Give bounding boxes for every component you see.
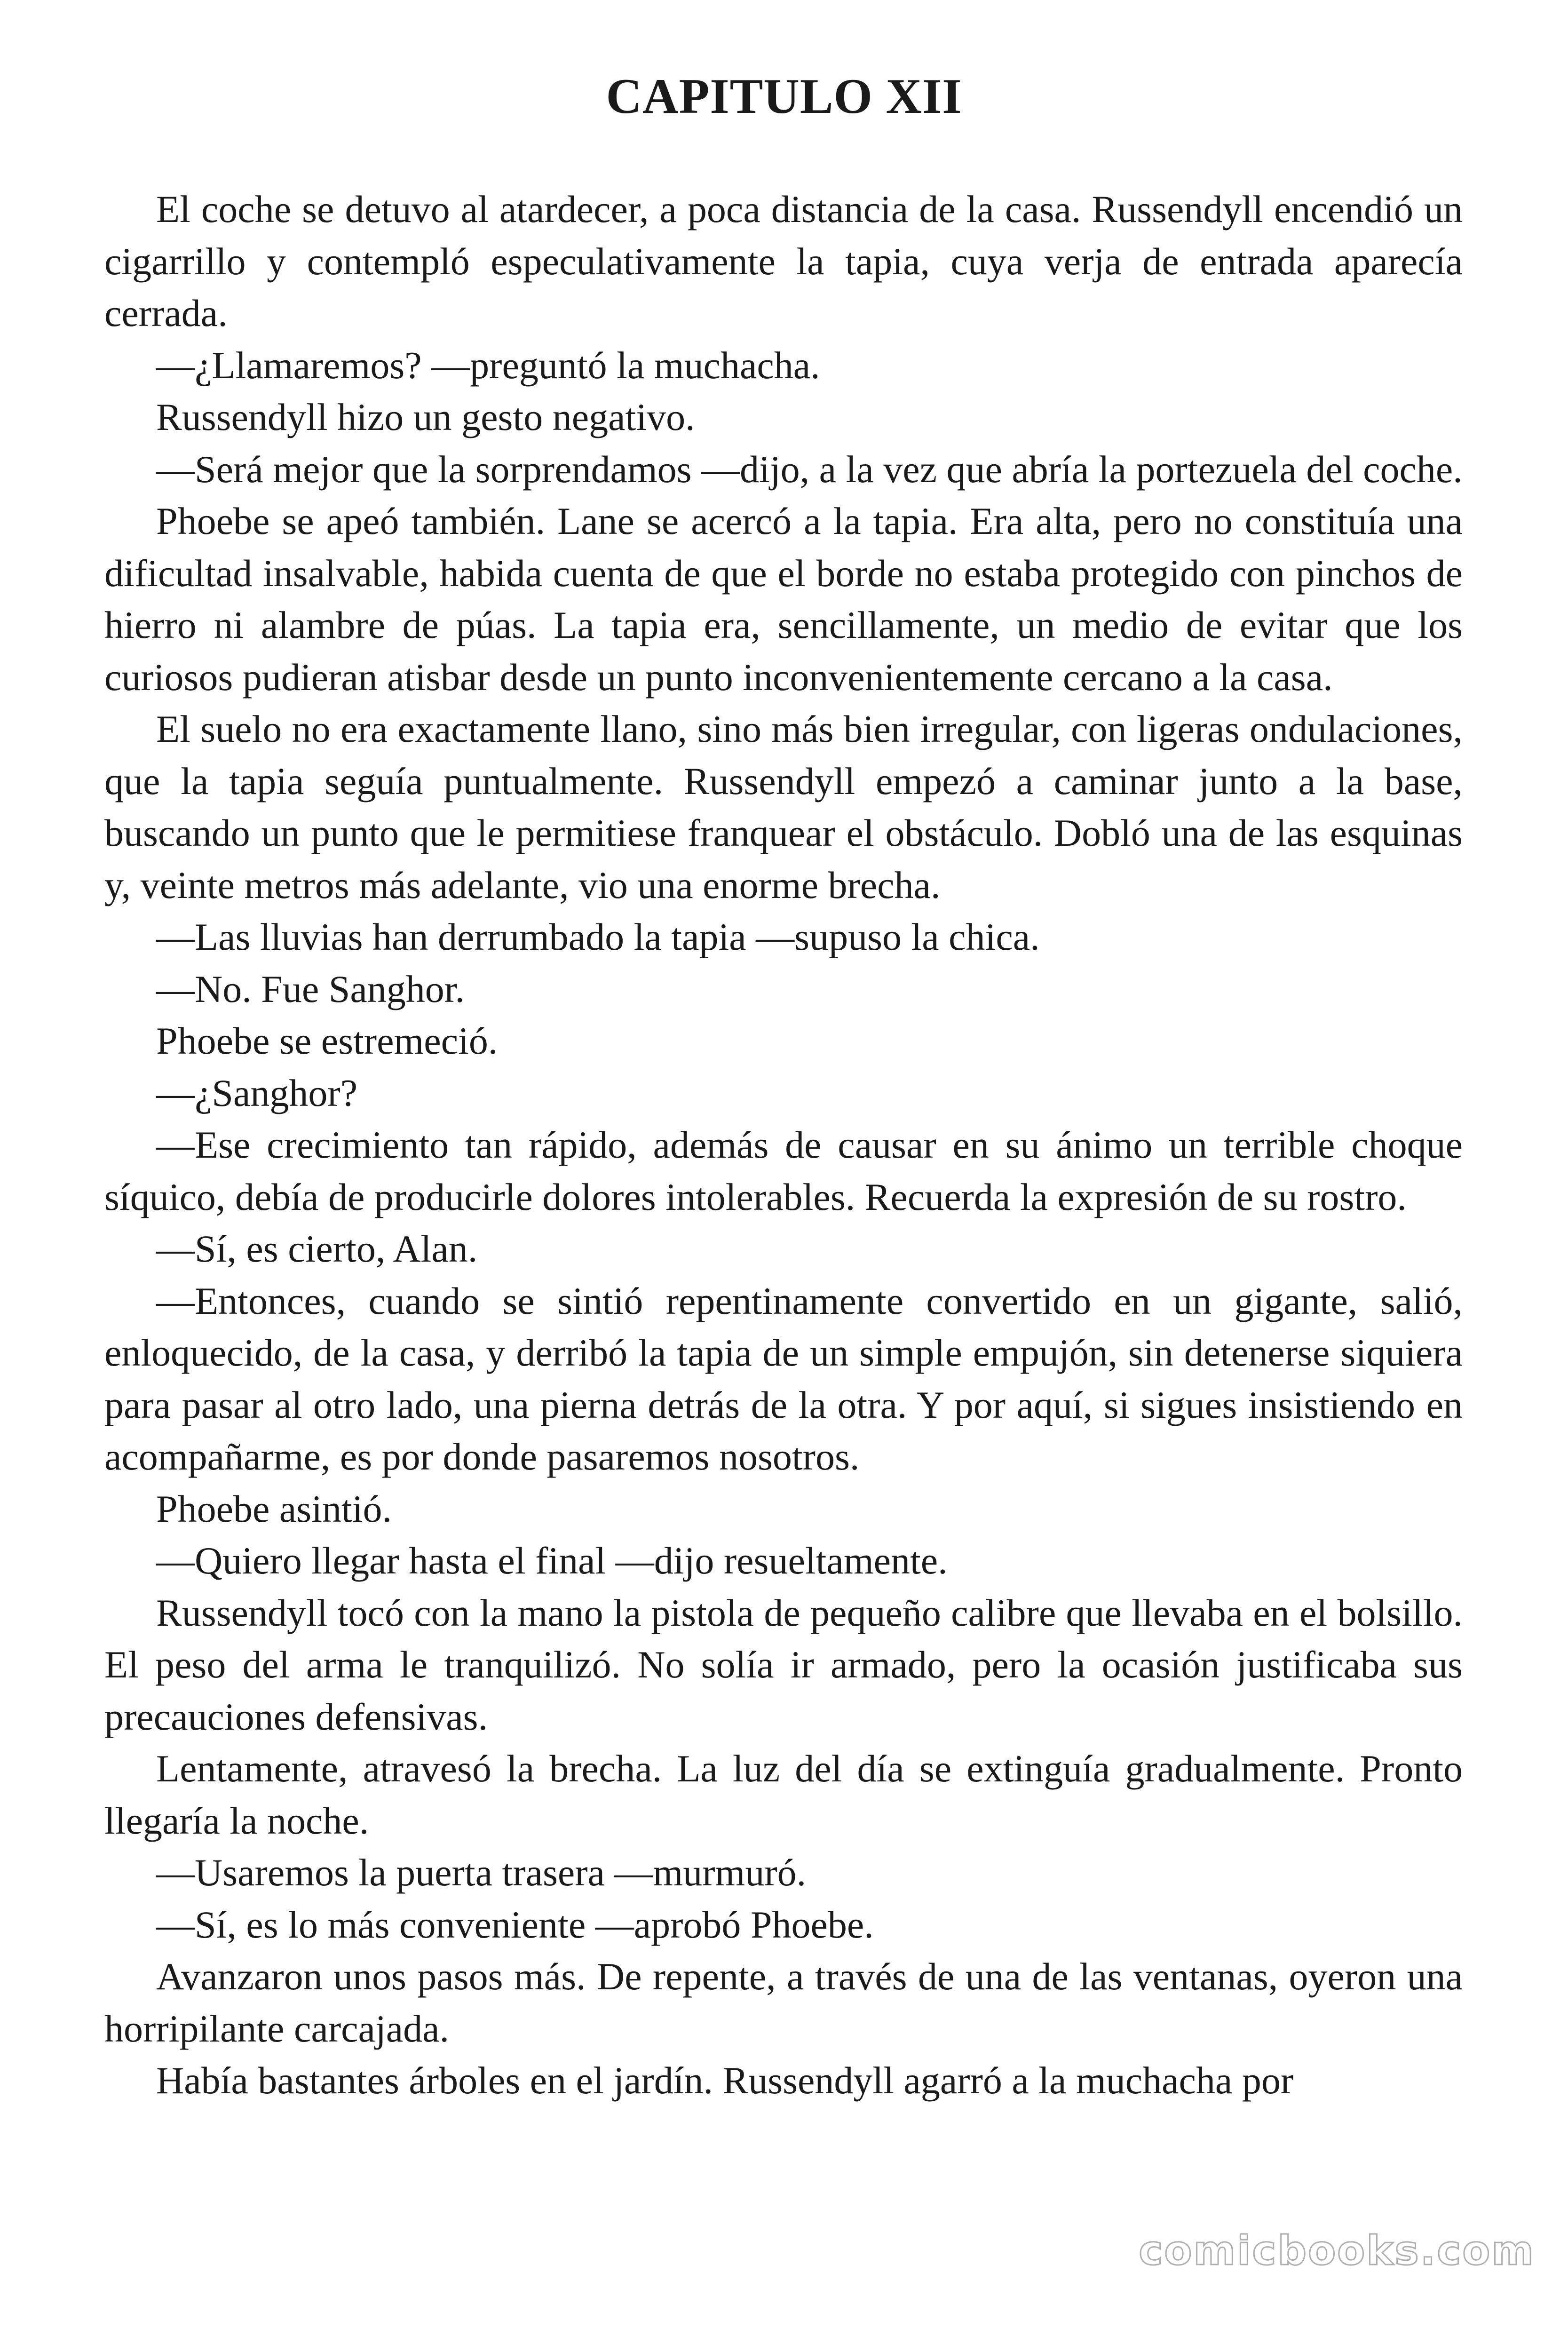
paragraph: Phoebe se estremeció. bbox=[156, 1019, 498, 1062]
paragraph: Avanzaron unos pasos más. De repente, a través de una de las ventanas, oyeron una horripilante carcajada. bbox=[104, 1955, 1463, 2050]
paragraph: —Las lluvias han derrumbado la tapia —supuso la chica. bbox=[156, 915, 1040, 958]
paragraph: Lentamente, atravesó la brecha. La luz del día se extinguía gradualmente. Pronto llegaría la noche. bbox=[104, 1747, 1463, 1842]
paragraph: —¿Sanghor? bbox=[156, 1071, 358, 1114]
paragraph: —Sí, es lo más conveniente —aprobó Phoebe. bbox=[156, 1903, 874, 1946]
paragraph: —¿Llamaremos? —preguntó la muchacha. bbox=[156, 343, 820, 387]
paragraph: El coche se detuvo al atardecer, a poca distancia de la casa. Russendyll encendió un cigarrillo y contempló especulativamente la tapia, cuya verja de entrada aparecía cerrada. bbox=[104, 188, 1463, 334]
watermark: comicbooks.com bbox=[1139, 2227, 1535, 2274]
paragraph: Russendyll tocó con la mano la pistola de pequeño calibre que llevaba en el bolsillo. El peso del arma le tranquilizó. No solía ir armado, pero la ocasión justificaba sus precauciones defensivas. bbox=[104, 1591, 1463, 1738]
paragraph: —Sí, es cierto, Alan. bbox=[156, 1227, 478, 1270]
chapter-body bbox=[104, 183, 1463, 2107]
paragraph: —No. Fue Sanghor. bbox=[156, 967, 465, 1010]
paragraph: El suelo no era exactamente llano, sino más bien irregular, con ligeras ondulaciones, que la tapia seguía puntualmente. Russendyll empezó a caminar junto a la base, buscando un punto que le permitiese franquear el obstáculo. Dobló una de las esquinas y, veinte metros más adelante, vio una enorme brecha. bbox=[104, 707, 1463, 906]
paragraph: —Usaremos la puerta trasera —murmuró. bbox=[156, 1851, 807, 1894]
paragraph: Phoebe se apeó también. Lane se acercó a la tapia. Era alta, pero no constituía una dificultad insalvable, habida cuenta de que el borde no estaba protegido con pinchos de hierro ni alambre de púas. La tapia era, sencillamente, un medio de evitar que los curiosos pudieran atisbar desde un punto inconvenientemente cercano a la casa. bbox=[104, 500, 1463, 699]
paragraph: Russendyll hizo un gesto negativo. bbox=[156, 396, 695, 438]
paragraph: —Ese crecimiento tan rápido, además de causar en su ánimo un terrible choque síquico, debía de producirle dolores intolerables. Recuerda la expresión de su rostro. bbox=[104, 1123, 1463, 1218]
paragraph: —Será mejor que la sorprendamos —dijo, a la vez que abría la portezuela del coche. bbox=[156, 447, 1463, 491]
paragraph: —Quiero llegar hasta el final —dijo resueltamente. bbox=[156, 1539, 948, 1582]
chapter-title: CAPITULO XII bbox=[606, 69, 962, 124]
paragraph: —Entonces, cuando se sintió repentinamente convertido en un gigante, salió, enloquecido, de la casa, y derribó la tapia de un simple empujón, sin detenerse siquiera para pasar al otro lado, una pierna detrás de la otra. Y por aquí, si sigues insistiendo en acompañarme, es por donde pasaremos nosotros. bbox=[104, 1279, 1463, 1478]
paragraph: Phoebe asintió. bbox=[156, 1487, 392, 1530]
paragraph: Había bastantes árboles en el jardín. Russendyll agarró a la muchacha por bbox=[156, 2059, 1294, 2102]
